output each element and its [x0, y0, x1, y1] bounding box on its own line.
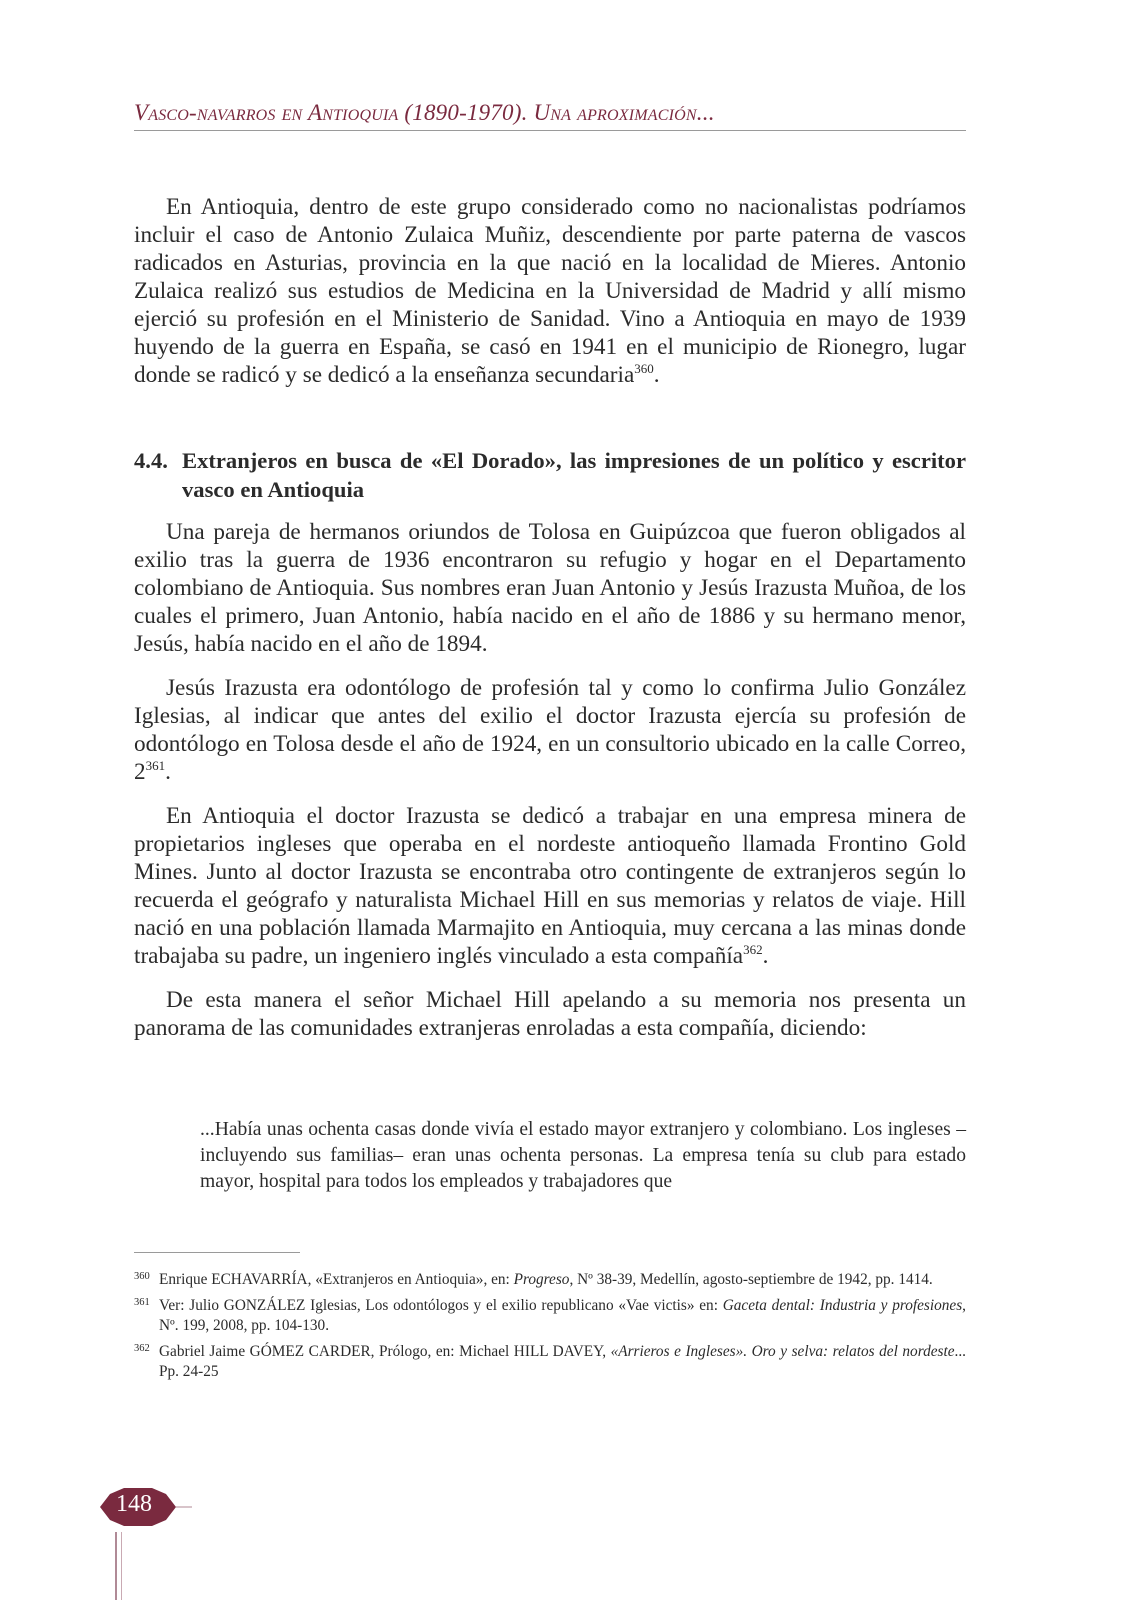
footnote-text: Enrique ECHAVARRÍA, «Extranjeros en Antioquia», en:: [159, 1271, 514, 1288]
footnote-ref[interactable]: 361: [145, 758, 166, 773]
header-rule: [134, 130, 966, 131]
footnote-rule: [134, 1252, 300, 1253]
footnote-italic: Progreso: [513, 1271, 570, 1288]
paragraph: [134, 518, 966, 658]
paragraph-text: En Antioquia el doctor Irazusta se dedicó a trabajar en una empresa minera de propietarios ingleses que operaba en el nordeste antioqueño llamada Frontino Gold Mines. Junto al doctor Irazusta se encontraba otro contingente de extranjeros según lo recuerda el geógrafo y naturalista Michael Hill en sus memorias y relatos de viaje. Hill nació en una población llamada Marmajito en Antioquia, muy cercana a las minas donde trabajaba su padre, un ingeniero inglés vinculado a esta compañía: [134, 803, 966, 969]
page-number: 148: [116, 1491, 152, 1517]
block-quote: ...Había unas ochenta casas donde vivía el estado mayor extranjero y colombiano. Los ingleses –incluyendo sus familias– eran unas ochenta personas. La empresa tenía su club para estado mayor, hospital para todos los empleados y trabajadores que: [200, 1119, 966, 1192]
footnote-text: , Nº. 199, 2008, pp. 104-130.: [159, 1297, 966, 1334]
footnote-text: Gabriel Jaime GÓMEZ CARDER, Prólogo, en: Michael HILL DAVEY,: [159, 1343, 611, 1360]
footnote-text: , Nº 38-39, Medellín, agosto-septiembre de 1942, pp. 1414.: [569, 1271, 933, 1288]
footnote-text: Ver: Julio GONZÁLEZ Iglesias, Los odontólogos y el exilio republicano «Vae victis» en:: [159, 1297, 723, 1314]
paragraph-end: .: [165, 759, 171, 785]
paragraph-text: En Antioquia, dentro de este grupo considerado como no nacionalistas podríamos incluir el caso de Antonio Zulaica Muñiz, descendiente por parte paterna de vascos radicados en Asturias, provincia en la que nació en la localidad de Mieres. Antonio Zulaica realizó sus estudios de Medicina en la Universidad de Madrid y allí mismo ejerció su profesión en el Ministerio de Sanidad. Vino a Antioquia en mayo de 1939 huyendo de la guerra en España, se casó en 1941 en el municipio de Rionegro, lugar donde se radicó y se dedicó a la enseñanza secundaria: [134, 194, 966, 388]
paragraph: [134, 802, 966, 970]
running-header: Vasco-navarros en Antioquia (1890-1970). Una aproximación...: [134, 100, 715, 125]
footnote-ref[interactable]: 360: [634, 361, 654, 376]
paragraph-end: .: [762, 943, 769, 969]
paragraph-text: De esta manera el señor Michael Hill apelando a su memoria nos presenta un panorama de las comunidades extranjeras enroladas a esta compañía, diciendo:: [134, 987, 966, 1041]
footnote-italic: Gaceta dental: Industria y profesiones: [722, 1297, 963, 1314]
decorative-line: [121, 1532, 122, 1600]
footnote: [134, 1270, 966, 1290]
section-title: Extranjeros en busca de «El Dorado», las impresiones de un político y escritor vasco en Antioquia: [182, 448, 966, 502]
paragraph-text: Una pareja de hermanos oriundos de Tolosa en Guipúzcoa que fueron obligados al exilio tras la guerra de 1936 encontraron su refugio y hogar en el Departamento colombiano de Antioquia. Sus nombres eran Juan Antonio y Jesús Irazusta Muñoa, de los cuales el primero, Juan Antonio, había nacido en el año de 1886 y su hermano menor, Jesús, había nacido en el año de 1894.: [134, 519, 966, 657]
paragraph-end: .: [653, 362, 660, 388]
footnote-text: ... Pp. 24-25: [159, 1343, 967, 1380]
footnote: [134, 1342, 966, 1382]
body-block-2: [134, 518, 966, 1058]
paragraph: [134, 674, 966, 786]
decorative-line: [115, 1532, 117, 1600]
footnote: [134, 1296, 966, 1336]
paragraph: [134, 986, 966, 1042]
body-block-1: [134, 193, 966, 405]
footnote-ref[interactable]: 362: [743, 942, 763, 957]
section-number: 4.4.: [134, 448, 168, 473]
footnote-number: 362: [134, 1343, 150, 1354]
footnote-number: 361: [134, 1297, 150, 1308]
footnote-italic: «Arrieros e Ingleses». Oro y selva: relatos del nordeste: [610, 1343, 955, 1360]
paragraph-text: Jesús Irazusta era odontólogo de profesión tal y como lo confirma Julio González Iglesias, al indicar que antes del exilio el doctor Irazusta ejercía su profesión de odontólogo en Tolosa desde el año de 1924, en un consultorio ubicado en la calle Correo, 2: [134, 675, 966, 785]
section-heading: [134, 446, 966, 504]
footnote-number: 360: [134, 1271, 150, 1282]
footnotes: [134, 1270, 966, 1388]
paragraph: [134, 193, 966, 389]
